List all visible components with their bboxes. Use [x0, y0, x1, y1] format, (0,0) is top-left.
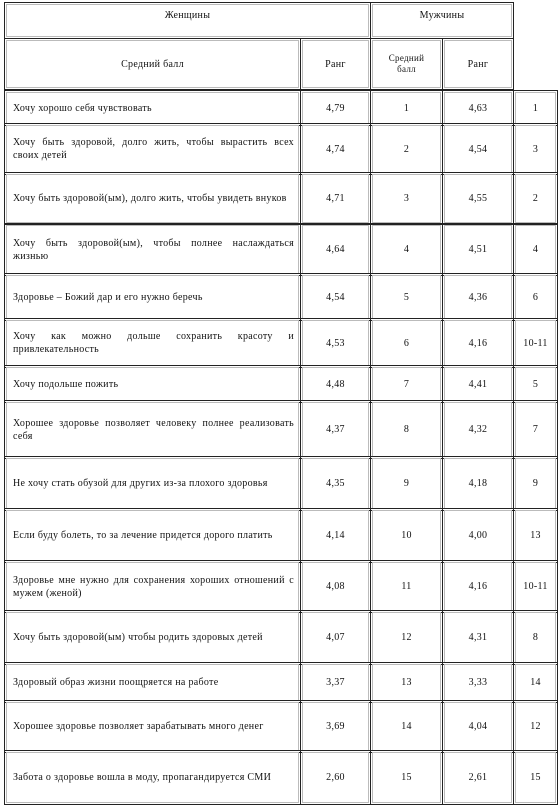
cell-statement: [4, 610, 301, 665]
statement-text: Здоровье мне нужно для сохранения хороших отношений с мужем (женой): [13, 574, 294, 599]
cell-w-score: 4,48: [300, 365, 371, 403]
cell-w-rank: 8: [370, 400, 443, 459]
header-men-rank: Ранг: [442, 38, 514, 90]
cell-m-score: 4,54: [442, 123, 514, 175]
cell-w-score: 4,54: [300, 273, 371, 321]
cell-w-score: 4,53: [300, 318, 371, 368]
cell-w-score: 4,37: [300, 400, 371, 459]
cell-statement: [4, 318, 301, 368]
cell-m-rank: 14: [513, 662, 558, 703]
statement-text: Не хочу стать обузой для других из-за плохого здоровья: [13, 478, 268, 489]
cell-w-rank: 10: [370, 508, 443, 563]
cell-m-score: 4,55: [442, 172, 514, 225]
cell-w-rank: 9: [370, 456, 443, 511]
cell-m-score: 4,51: [442, 223, 514, 276]
cell-m-rank: 10-11: [513, 318, 558, 368]
cell-w-rank: 5: [370, 273, 443, 321]
cell-statement: [4, 400, 301, 459]
cell-statement: [4, 456, 301, 511]
cell-statement: [4, 273, 301, 321]
cell-w-score: 3,69: [300, 700, 371, 753]
statement-text: Забота о здоровье вошла в моду, пропагандируется СМИ: [13, 772, 272, 783]
header-women: Женщины: [4, 2, 371, 39]
cell-statement: [4, 223, 301, 276]
cell-w-score: 4,35: [300, 456, 371, 511]
header-men-avg-score: Средний балл: [370, 38, 443, 90]
cell-w-rank: 4: [370, 223, 443, 276]
cell-m-rank: 15: [513, 750, 558, 805]
cell-w-score: 4,14: [300, 508, 371, 563]
cell-w-rank: 3: [370, 172, 443, 225]
header-women-avg-score: Средний балл: [4, 38, 301, 90]
cell-statement: [4, 560, 301, 613]
cell-w-rank: 14: [370, 700, 443, 753]
cell-m-score: 4,32: [442, 400, 514, 459]
statement-text: Хочу хорошо себя чувствовать: [13, 102, 152, 114]
statement-text: Хорошее здоровье позволяет человеку полнее реализовать себя: [13, 417, 294, 442]
cell-m-rank: 13: [513, 508, 558, 563]
cell-w-rank: 7: [370, 365, 443, 403]
cell-m-rank: 4: [513, 223, 558, 276]
cell-statement: [4, 750, 301, 805]
statement-text: Хочу подольше пожить: [13, 378, 119, 390]
cell-statement: [4, 123, 301, 175]
cell-m-score: 4,18: [442, 456, 514, 511]
cell-statement: [4, 365, 301, 403]
cell-w-rank: 6: [370, 318, 443, 368]
cell-statement: [4, 508, 301, 563]
cell-m-score: 4,16: [442, 560, 514, 613]
cell-statement: [4, 700, 301, 753]
statement-text: Хорошее здоровье позволяет зарабатывать много денег: [13, 721, 264, 732]
cell-w-score: 4,07: [300, 610, 371, 665]
header-women-rank: Ранг: [300, 38, 371, 90]
statement-text: Хочу как можно дольше сохранить красоту и привлекательность: [13, 331, 294, 355]
statement-text: Здоровье – Божий дар и его нужно беречь: [13, 291, 203, 303]
cell-m-score: 4,16: [442, 318, 514, 368]
cell-m-score: 4,41: [442, 365, 514, 403]
cell-w-rank: 15: [370, 750, 443, 805]
cell-w-score: 4,08: [300, 560, 371, 613]
cell-m-rank: 12: [513, 700, 558, 753]
cell-w-rank: 11: [370, 560, 443, 613]
cell-m-rank: 2: [513, 172, 558, 225]
cell-w-score: 4,79: [300, 90, 371, 126]
cell-statement: [4, 172, 301, 225]
cell-m-rank: 8: [513, 610, 558, 665]
cell-m-rank: 5: [513, 365, 558, 403]
statement-text: Если буду болеть, то за лечение придется дорого платить: [13, 530, 273, 541]
statement-text: Хочу быть здоровой, долго жить, чтобы вырастить всех своих детей: [13, 137, 294, 161]
cell-w-score: 4,64: [300, 223, 371, 276]
cell-m-score: 4,63: [442, 90, 514, 126]
cell-m-rank: 9: [513, 456, 558, 511]
cell-w-rank: 2: [370, 123, 443, 175]
cell-m-rank: 6: [513, 273, 558, 321]
cell-m-rank: 7: [513, 400, 558, 459]
cell-w-rank: 12: [370, 610, 443, 665]
cell-m-rank: 3: [513, 123, 558, 175]
statement-text: Здоровый образ жизни поощряется на работе: [13, 677, 219, 688]
cell-m-score: 4,00: [442, 508, 514, 563]
cell-w-score: 4,74: [300, 123, 371, 175]
cell-m-score: 3,33: [442, 662, 514, 703]
statement-text: Хочу быть здоровой(ым), долго жить, чтобы увидеть внуков: [13, 193, 287, 204]
cell-w-score: 2,60: [300, 750, 371, 805]
cell-m-rank: 1: [513, 90, 558, 126]
cell-w-rank: 1: [370, 90, 443, 126]
header-men: Мужчины: [370, 2, 514, 39]
statement-text: Хочу быть здоровой(ым) чтобы родить здоровых детей: [13, 632, 263, 643]
cell-statement: [4, 662, 301, 703]
statement-text: Хочу быть здоровой(ым), чтобы полнее наслаждаться жизнью: [13, 237, 294, 262]
cell-m-rank: 10-11: [513, 560, 558, 613]
cell-w-score: 4,71: [300, 172, 371, 225]
cell-m-score: 2,61: [442, 750, 514, 805]
cell-statement: [4, 90, 301, 126]
cell-w-rank: 13: [370, 662, 443, 703]
cell-m-score: 4,36: [442, 273, 514, 321]
cell-m-score: 4,31: [442, 610, 514, 665]
cell-w-score: 3,37: [300, 662, 371, 703]
cell-m-score: 4,04: [442, 700, 514, 753]
